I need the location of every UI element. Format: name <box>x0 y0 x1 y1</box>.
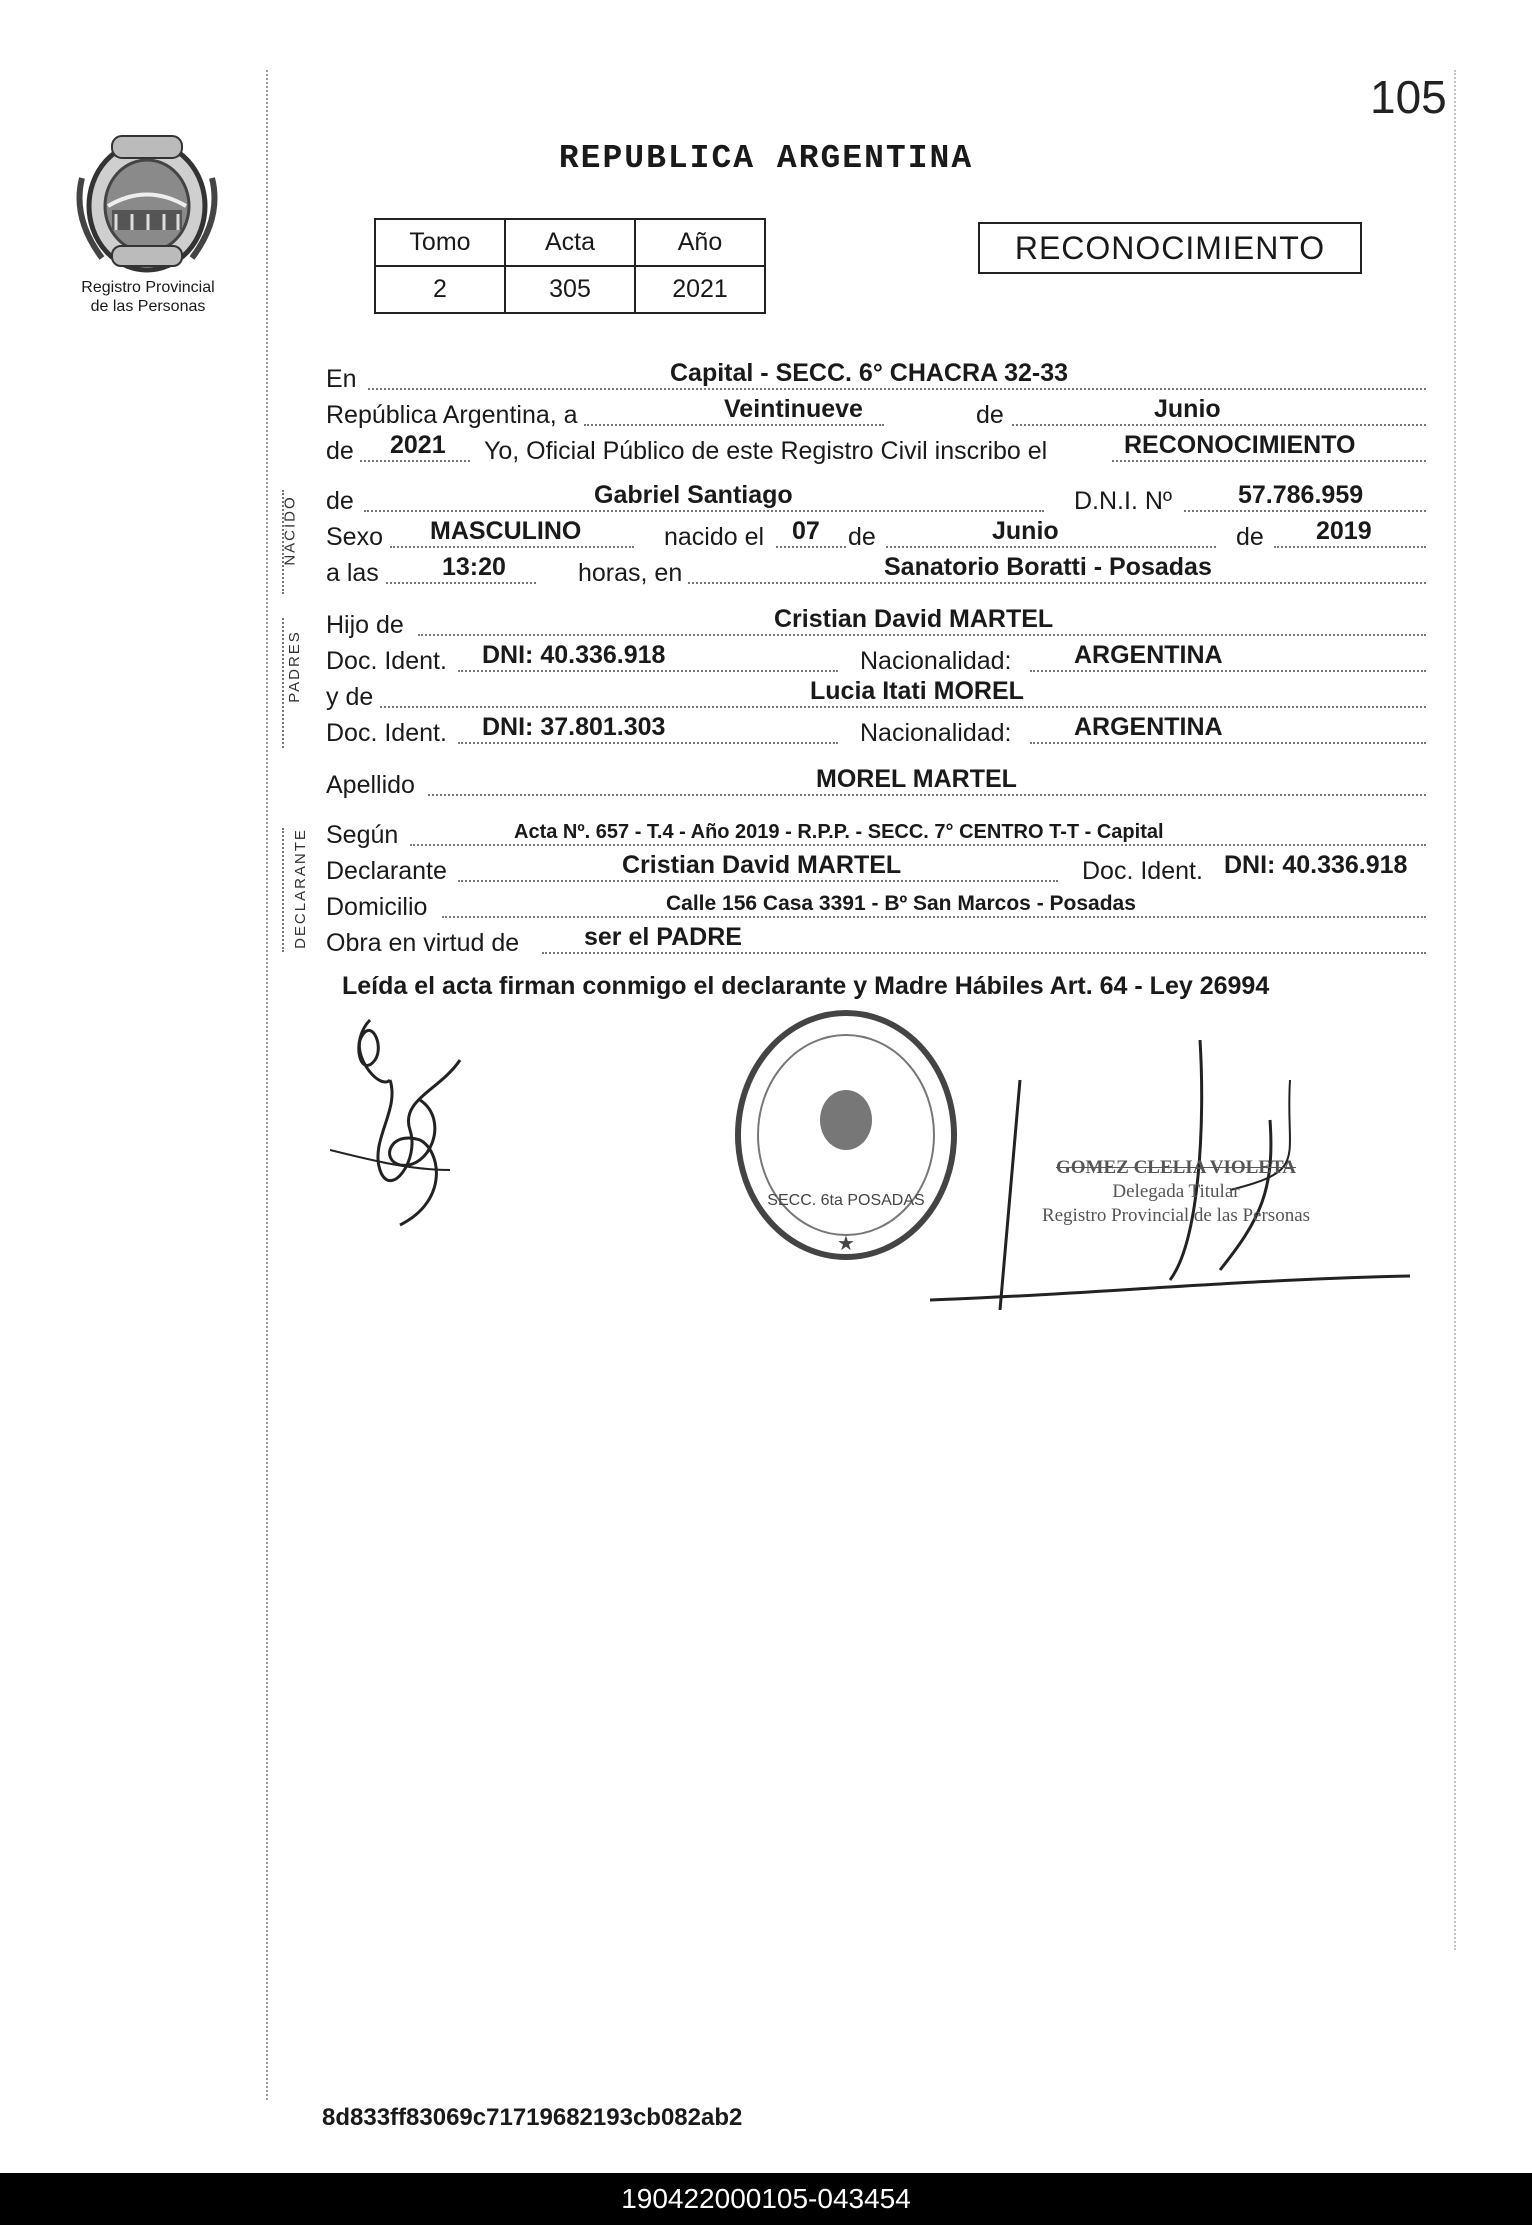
label-sexo: Sexo <box>326 523 383 551</box>
label-de-anio: de <box>326 437 354 465</box>
label-padre-doc: Doc. Ident. <box>326 647 447 675</box>
label-de-mes: de <box>976 401 1004 429</box>
label-nacido-el: nacido el <box>664 523 765 551</box>
row-anio <box>326 431 1426 468</box>
value-lugar-nac: Sanatorio Boratti - Posadas <box>884 553 1212 581</box>
value-anio: 2021 <box>390 431 446 459</box>
act-type-box: RECONOCIMIENTO <box>978 222 1362 274</box>
official-title: Delegada Titular <box>1112 1181 1240 1202</box>
separator-nacido <box>282 490 284 594</box>
value-nac-dia: 07 <box>792 517 820 545</box>
row-lugar <box>326 359 1426 396</box>
label-republica: República Argentina, a <box>326 401 578 429</box>
value-madre-doc: DNI: 37.801.303 <box>482 713 666 741</box>
value-hora: 13:20 <box>442 553 506 581</box>
registry-header-anio: Año <box>635 219 765 266</box>
value-padre-doc: DNI: 40.336.918 <box>482 641 666 669</box>
label-segun: Según <box>326 821 399 849</box>
value-nombre: Gabriel Santiago <box>594 481 793 509</box>
label-oficial: Yo, Oficial Público de este Registro Civil inscribo el <box>484 437 1048 465</box>
declarant-signature <box>330 1000 490 1240</box>
label-madre-nacionalidad: Nacionalidad: <box>860 719 1012 747</box>
row-madre-doc <box>326 713 1426 750</box>
value-segun: Acta Nº. 657 - T.4 - Año 2019 - R.P.P. - SECC. 7° CENTRO T-T - Capital <box>514 821 1164 843</box>
logo-caption-line-2: de las Personas <box>90 298 206 315</box>
label-en: En <box>326 365 357 393</box>
closing-statement: Leída el acta firman conmigo el declarante y Madre Hábiles Art. 64 - Ley 26994 <box>342 972 1270 1000</box>
value-mes: Junio <box>1154 395 1221 423</box>
stamp-text: SECC. 6ta POSADAS <box>767 1192 925 1209</box>
registry-value-anio: 2021 <box>635 266 765 313</box>
value-sexo: MASCULINO <box>430 517 582 545</box>
value-nac-mes: Junio <box>992 517 1059 545</box>
registry-value-tomo: 2 <box>375 266 505 313</box>
official-stamp-block <box>1016 1156 1336 1228</box>
value-apellido: MOREL MARTEL <box>816 765 1017 793</box>
row-domicilio <box>326 890 1426 924</box>
value-nac-anio: 2019 <box>1316 517 1372 545</box>
label-obra: Obra en virtud de <box>326 929 520 957</box>
row-madre <box>326 677 1426 714</box>
row-apellido <box>326 765 1426 802</box>
value-tipo: RECONOCIMIENTO <box>1124 431 1356 459</box>
document-hash: 8d833ff83069c71719682193cb082ab2 <box>322 2104 743 2131</box>
row-padre-doc <box>326 641 1426 678</box>
row-padre <box>326 605 1426 642</box>
document-heading: REPUBLICA ARGENTINA <box>558 140 974 177</box>
row-segun <box>326 818 1426 852</box>
value-domicilio: Calle 156 Casa 3391 - Bº San Marcos - Posadas <box>666 892 1136 915</box>
left-margin-line <box>266 70 268 2100</box>
label-de-nac-mes: de <box>848 523 876 551</box>
label-declarante-doc: Doc. Ident. <box>1082 857 1203 885</box>
registry-value-acta: 305 <box>505 266 635 313</box>
value-padre-nac: ARGENTINA <box>1074 641 1223 669</box>
registry-header-acta: Acta <box>505 219 635 266</box>
value-dia: Veintinueve <box>724 395 863 423</box>
separator-padres <box>282 618 284 748</box>
separator-declarante <box>282 828 284 952</box>
logo-caption <box>60 278 236 316</box>
label-padre-nacionalidad: Nacionalidad: <box>860 647 1012 675</box>
label-horas-en: horas, en <box>578 559 683 587</box>
label-de-nombre: de <box>326 487 354 515</box>
value-madre: Lucia Itati MOREL <box>810 677 1024 705</box>
official-name: GOMEZ CLELIA VIOLETA <box>1055 1157 1297 1178</box>
side-label-declarante: DECLARANTE <box>291 828 309 949</box>
value-declarante: Cristian David MARTEL <box>622 851 902 879</box>
value-obra: ser el PADRE <box>584 923 742 951</box>
label-a-las: a las <box>326 559 379 587</box>
label-dni: D.N.I. Nº <box>1074 487 1173 515</box>
logo-caption-line-1: Registro Provincial <box>81 279 215 296</box>
official-office: Registro Provincial de las Personas <box>1041 1205 1311 1226</box>
row-fecha <box>326 395 1426 432</box>
registry-header-tomo: Tomo <box>375 219 505 266</box>
label-declarante: Declarante <box>326 857 447 885</box>
row-hora <box>326 553 1426 590</box>
side-label-nacido: NACIDO <box>281 495 299 566</box>
row-declarante <box>326 851 1426 888</box>
svg-text:★: ★ <box>837 1233 855 1255</box>
value-declarante-doc: DNI: 40.336.918 <box>1224 851 1408 879</box>
value-lugar: Capital - SECC. 6° CHACRA 32-33 <box>670 359 1069 387</box>
registry-table <box>374 218 766 314</box>
row-nombre <box>326 481 1426 518</box>
label-y-de: y de <box>326 683 374 711</box>
value-padre: Cristian David MARTEL <box>774 605 1054 633</box>
row-obra <box>326 923 1426 960</box>
page-number: 105 <box>1370 71 1447 123</box>
side-label-padres: PADRES <box>285 630 303 703</box>
right-margin-line <box>1454 70 1456 1950</box>
label-hijo-de: Hijo de <box>326 611 404 639</box>
label-domicilio: Domicilio <box>326 893 428 921</box>
value-madre-nac: ARGENTINA <box>1074 713 1223 741</box>
label-apellido: Apellido <box>326 771 415 799</box>
barcode-number-bar: 190422000105-043454 <box>0 2173 1532 2225</box>
label-madre-doc: Doc. Ident. <box>326 719 447 747</box>
row-sexo <box>326 517 1426 554</box>
value-dni: 57.786.959 <box>1238 481 1364 509</box>
label-de-nac-anio: de <box>1236 523 1264 551</box>
